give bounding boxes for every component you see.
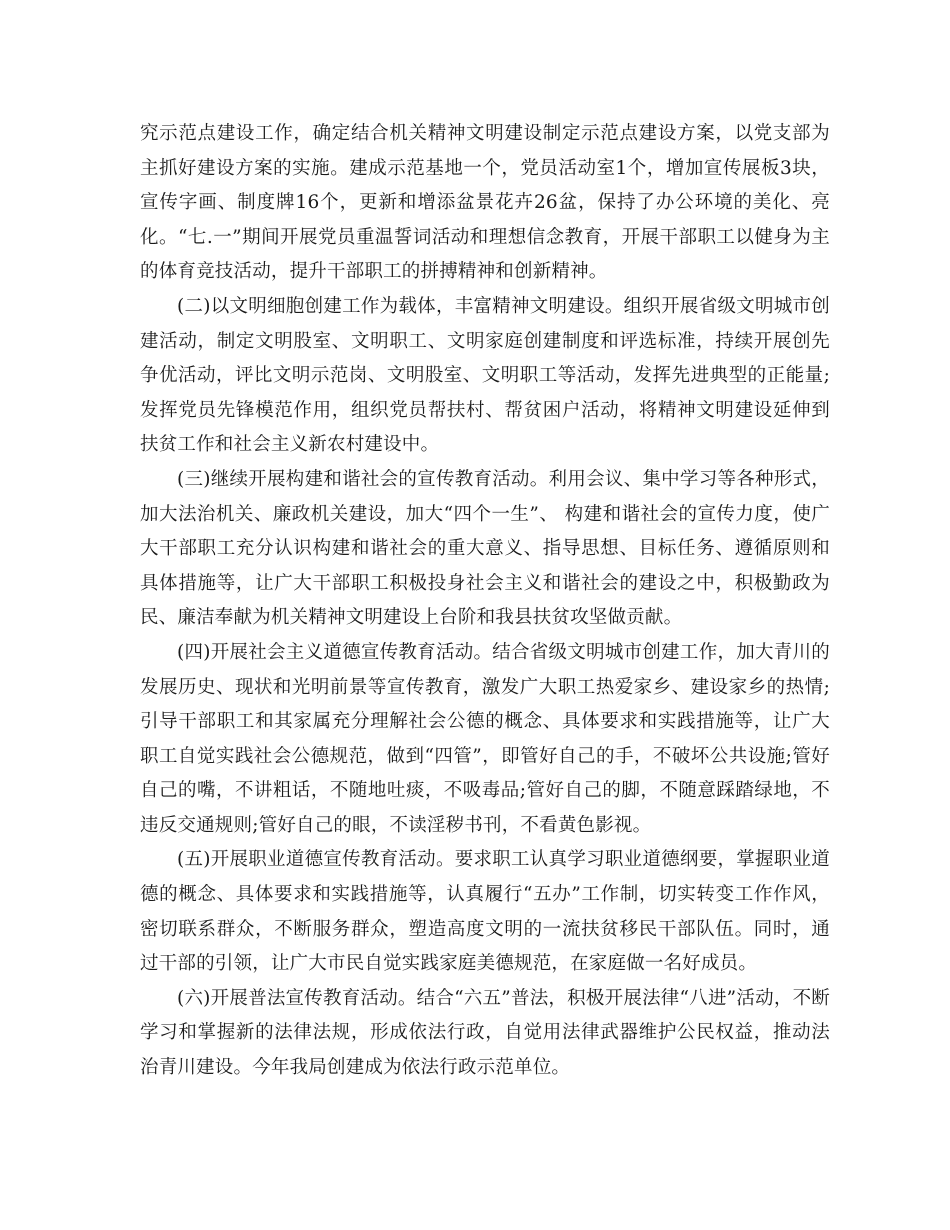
- paragraph-section-2: (二)以文明细胞创建工作为载体，丰富精神文明建设。组织开展省级文明城市创建活动，制定文明股室、文明职工、文明家庭创建制度和评选标准，持续开展创先争优活动，评比文明示范岗、文明股室、文明职工等活动，发挥先进典型的正能量;发挥党员先锋模范作用，组织党员帮扶村、帮贫困户活动，将精神文明建设延伸到扶贫工作和社会主义新农村建设中。: [140, 295, 830, 456]
- paragraph-continuation: 究示范点建设工作，确定结合机关精神文明建设制定示范点建设方案，以党支部为主抓好建设方案的实施。建成示范基地一个，党员活动室1个，增加宣传展板3块，宣传字画、制度牌16个，更新和增添盆景花卉26盆，保持了办公环境的美化、亮化。“七.一”期间开展党员重温誓词活动和理想信念教育，开展干部职工以健身为主的体育竞技活动，提升干部职工的拼搏精神和创新精神。: [140, 123, 830, 283]
- paragraph-section-4: (四)开展社会主义道德宣传教育活动。结合省级文明城市创建工作，加大青川的发展历史、现状和光明前景等宣传教育，激发广大职工热爱家乡、建设家乡的热情;引导干部职工和其家属充分理解社会公德的概念、具体要求和实践措施等，让广大职工自觉实践社会公德规范，做到“四管”，即管好自己的手，不破坏公共设施;管好自己的嘴，不讲粗话，不随地吐痰，不吸毒品;管好自己的脚，不随意踩踏绿地，不违反交通规则;管好自己的眼，不读淫秽书刊，不看黄色影视。: [140, 641, 830, 836]
- paragraph-section-3: (三)继续开展构建和谐社会的宣传教育活动。利用会议、集中学习等各种形式，加大法治机关、廉政机关建设，加大“四个一生”、 构建和谐社会的宣传力度，使广大干部职工充分认识构建和谐社会的重大意义、指导思想、目标任务、遵循原则和具体措施等，让广大干部职工积极投身社会主义和谐社会的建设之中，积极勤政为民、廉洁奉献为机关精神文明建设上台阶和我县扶贫攻坚做贡献。: [140, 468, 830, 629]
- paragraph-section-5: (五)开展职业道德宣传教育活动。要求职工认真学习职业道德纲要，掌握职业道德的概念、具体要求和实践措施等，认真履行“五办”工作制，切实转变工作作风，密切联系群众，不断服务群众，塑造高度文明的一流扶贫移民干部队伍。同时，通过干部的引领，让广大市民自觉实践家庭美德规范，在家庭做一名好成员。: [140, 849, 830, 975]
- document-body: [140, 117, 830, 1086]
- paragraph-section-6: (六)开展普法宣传教育活动。结合“六五”普法，积极开展法律“八进”活动，不断学习和掌握新的法律法规，形成依法行政，自觉用法律武器维护公民权益，推动法治青川建设。今年我局创建成为依法行政示范单位。: [140, 987, 830, 1079]
